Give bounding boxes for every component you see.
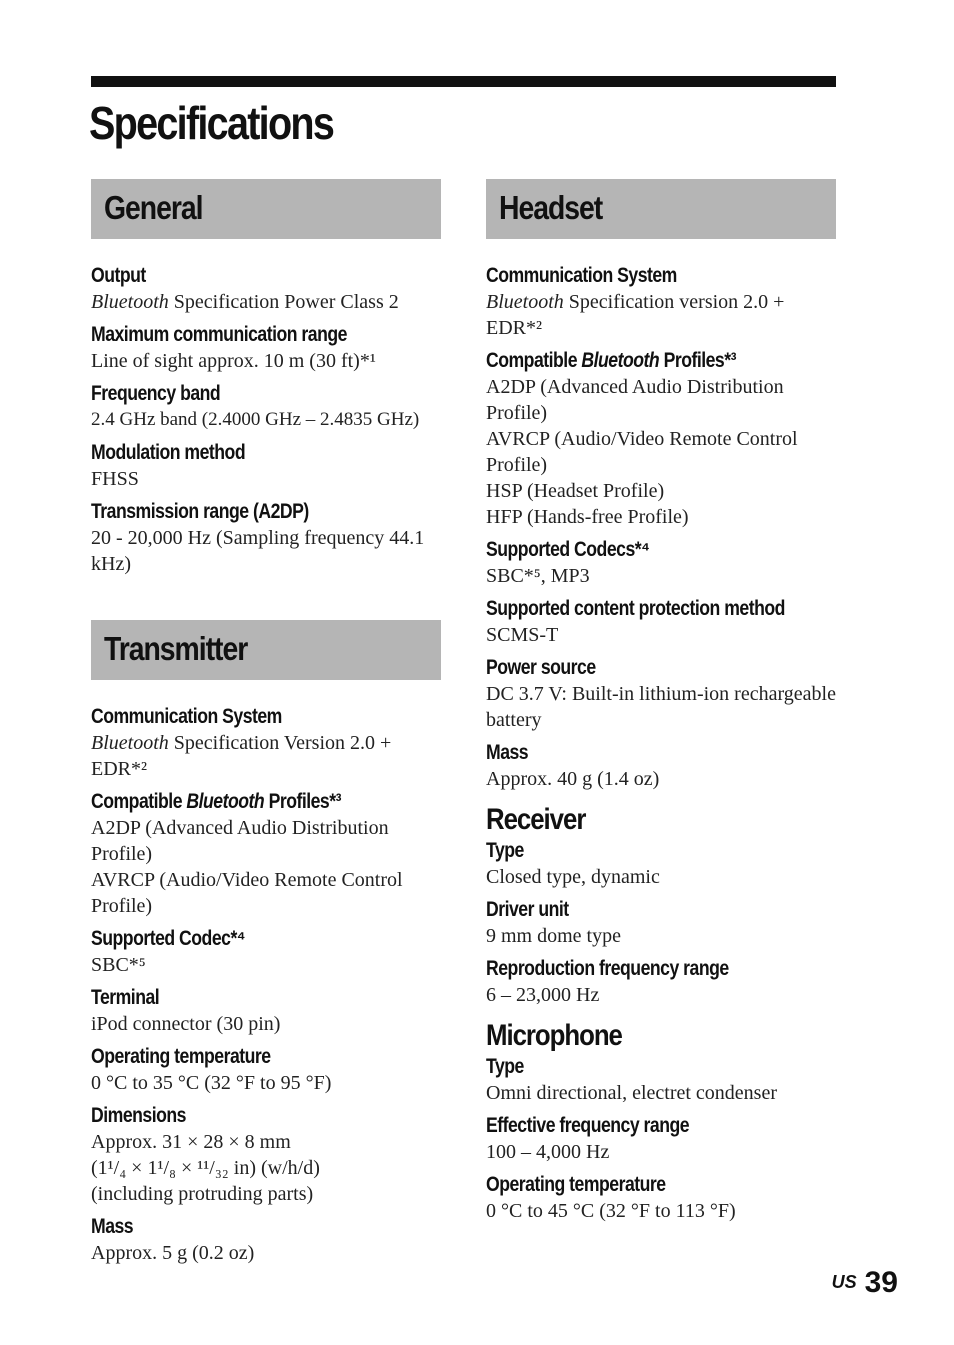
spec-label: Reproduction frequency range bbox=[486, 957, 729, 980]
spec-value-text: SCMS-T bbox=[486, 624, 559, 646]
microphone-heading: Microphone bbox=[486, 1019, 622, 1052]
spec-label: Operating temperature bbox=[91, 1045, 271, 1068]
spec-value bbox=[486, 982, 836, 1008]
receiver-heading: Receiver bbox=[486, 803, 586, 836]
headset-heading-box bbox=[486, 179, 836, 239]
spec-value-text: Line of sight approx. 10 m (30 ft)*¹ bbox=[91, 350, 376, 372]
spec-value-text: Specification Power Class 2 bbox=[168, 291, 399, 313]
left-column bbox=[91, 179, 441, 1273]
spec-value-line: A2DP (Advanced Audio Distribution Profile) bbox=[486, 376, 784, 424]
spec-value bbox=[91, 730, 441, 782]
spec-label-part: Profiles*³ bbox=[659, 349, 736, 372]
spec-value-line: HFP (Hands-free Profile) bbox=[486, 506, 689, 528]
spec-value bbox=[486, 766, 836, 792]
right-column bbox=[486, 179, 836, 1231]
spec-item bbox=[91, 1214, 441, 1266]
spec-item bbox=[486, 348, 836, 530]
spec-value bbox=[486, 1198, 836, 1224]
spec-label: Communication System bbox=[91, 705, 282, 728]
spec-value-text: 100 – 4,000 Hz bbox=[486, 1141, 610, 1163]
spec-label: Power source bbox=[486, 656, 596, 679]
spec-label: Operating temperature bbox=[486, 1173, 666, 1196]
spec-item bbox=[91, 440, 441, 492]
spec-value bbox=[486, 289, 836, 341]
spec-label-part: Compatible bbox=[91, 790, 187, 813]
spec-item bbox=[486, 838, 836, 890]
spec-label: Driver unit bbox=[486, 898, 569, 921]
spec-label: Frequency band bbox=[91, 382, 221, 405]
spec-value-text: Specification version 2.0 + EDR*² bbox=[486, 291, 785, 339]
spec-item bbox=[486, 897, 836, 949]
spec-value-text: 9 mm dome type bbox=[486, 925, 621, 947]
spec-label-em: Bluetooth bbox=[581, 349, 660, 372]
spec-item bbox=[486, 596, 836, 648]
spec-value bbox=[91, 1070, 441, 1096]
spec-label: Modulation method bbox=[91, 441, 246, 464]
headset-specs bbox=[486, 263, 836, 792]
spec-value-line: AVRCP (Audio/Video Remote Control Profile) bbox=[486, 428, 798, 476]
spec-label bbox=[91, 789, 385, 815]
page-number bbox=[832, 1266, 898, 1300]
spec-value bbox=[91, 1011, 441, 1037]
spec-item bbox=[91, 381, 441, 433]
transmitter-heading-box bbox=[91, 620, 441, 680]
spec-value-line: (including protruding parts) bbox=[91, 1183, 314, 1205]
spec-value-text: 0 °C to 45 °C (32 °F to 113 °F) bbox=[486, 1200, 736, 1222]
receiver-specs bbox=[486, 838, 836, 1008]
spec-label: Dimensions bbox=[91, 1104, 186, 1127]
title-rule bbox=[91, 76, 836, 87]
spec-value-text: 20 - 20,000 Hz (Sampling frequency 44.1 kHz) bbox=[91, 527, 425, 575]
spec-label: Mass bbox=[486, 741, 529, 764]
spec-value bbox=[486, 1139, 836, 1165]
spec-item bbox=[486, 1172, 836, 1224]
spec-item bbox=[91, 704, 441, 782]
spec-item bbox=[486, 263, 836, 341]
spec-value-em: Bluetooth bbox=[486, 291, 564, 313]
spec-label: Supported content protection method bbox=[486, 597, 785, 620]
spec-value-text: Closed type, dynamic bbox=[486, 866, 660, 888]
spec-item bbox=[486, 655, 836, 733]
headset-heading: Headset bbox=[499, 189, 603, 226]
general-specs bbox=[91, 263, 441, 577]
spec-value-text: 2.4 GHz band (2.4000 GHz – 2.4835 GHz) bbox=[91, 409, 420, 430]
spec-value-text: Specification Version 2.0 + EDR*² bbox=[91, 732, 392, 780]
spec-value bbox=[91, 466, 441, 492]
spec-value-text: SBC*⁵ bbox=[91, 954, 146, 976]
general-heading: General bbox=[104, 189, 203, 226]
spec-value-text: Omni directional, electret condenser bbox=[486, 1082, 777, 1104]
spec-label-em: Bluetooth bbox=[186, 790, 265, 813]
spec-value-em: Bluetooth bbox=[91, 291, 169, 313]
spec-item bbox=[91, 263, 441, 315]
spec-value bbox=[486, 923, 836, 949]
general-heading-box bbox=[91, 179, 441, 239]
spec-label-part: Compatible bbox=[486, 349, 582, 372]
spec-value-text: iPod connector (30 pin) bbox=[91, 1013, 281, 1035]
spec-item bbox=[91, 499, 441, 577]
spec-label: Type bbox=[486, 839, 524, 862]
spec-item bbox=[486, 956, 836, 1008]
spec-value bbox=[486, 864, 836, 890]
spec-value-line: Approx. 31 × 28 × 8 mm bbox=[91, 1131, 291, 1153]
spec-label: Output bbox=[91, 264, 146, 287]
spec-item bbox=[486, 1054, 836, 1106]
spec-label: Type bbox=[486, 1055, 524, 1078]
spec-value-text: 0 °C to 35 °C (32 °F to 95 °F) bbox=[91, 1072, 332, 1094]
spec-label: Maximum communication range bbox=[91, 323, 347, 346]
spec-value-text: 6 – 23,000 Hz bbox=[486, 984, 600, 1006]
spec-item bbox=[486, 1113, 836, 1165]
spec-item bbox=[486, 740, 836, 792]
region-code: US bbox=[831, 1272, 857, 1292]
spec-label: Supported Codec*⁴ bbox=[91, 927, 246, 950]
spec-label-part: Profiles*³ bbox=[264, 790, 341, 813]
spec-value bbox=[91, 1240, 441, 1266]
spec-value-line: HSP (Headset Profile) bbox=[486, 480, 665, 502]
spec-value bbox=[91, 289, 441, 315]
spec-label: Communication System bbox=[486, 264, 677, 287]
spec-label: Terminal bbox=[91, 986, 160, 1009]
spec-item bbox=[91, 1044, 441, 1096]
spec-value-text: Approx. 5 g (0.2 oz) bbox=[91, 1242, 255, 1264]
spec-value-text: FHSS bbox=[91, 468, 139, 490]
spec-item bbox=[91, 985, 441, 1037]
microphone-specs bbox=[486, 1054, 836, 1224]
spec-value bbox=[486, 622, 836, 648]
spec-value bbox=[486, 1080, 836, 1106]
spec-label bbox=[486, 348, 780, 374]
spec-item bbox=[91, 926, 441, 978]
spec-value-line: AVRCP (Audio/Video Remote Control Profile) bbox=[91, 869, 403, 917]
transmitter-heading: Transmitter bbox=[104, 630, 248, 667]
spec-label: Transmission range (A2DP) bbox=[91, 500, 309, 523]
spec-value bbox=[91, 407, 441, 433]
transmitter-specs bbox=[91, 704, 441, 1266]
spec-label: Supported Codecs*⁴ bbox=[486, 538, 650, 561]
page-number-value: 39 bbox=[864, 1266, 898, 1299]
spec-value bbox=[91, 348, 441, 374]
spec-item bbox=[91, 1103, 441, 1207]
spec-value-line: (1¹/₄ × 1¹/₈ × ¹¹/₃₂ in) (w/h/d) bbox=[91, 1157, 320, 1179]
spec-value bbox=[486, 563, 836, 589]
spec-value bbox=[91, 525, 441, 577]
spec-value-em: Bluetooth bbox=[91, 732, 169, 754]
spec-value-text: SBC*⁵, MP3 bbox=[486, 565, 590, 587]
spec-item bbox=[91, 789, 441, 919]
spec-value bbox=[91, 952, 441, 978]
spec-item bbox=[91, 322, 441, 374]
spec-value bbox=[486, 681, 836, 733]
spec-value-text: Approx. 40 g (1.4 oz) bbox=[486, 768, 660, 790]
page-title: Specifications bbox=[89, 97, 334, 149]
spec-value-line: A2DP (Advanced Audio Distribution Profile) bbox=[91, 817, 389, 865]
spec-item bbox=[486, 537, 836, 589]
spec-label: Mass bbox=[91, 1215, 134, 1238]
spec-value-text: DC 3.7 V: Built-in lithium-ion rechargeable battery bbox=[486, 683, 836, 731]
spec-label: Effective frequency range bbox=[486, 1114, 690, 1137]
